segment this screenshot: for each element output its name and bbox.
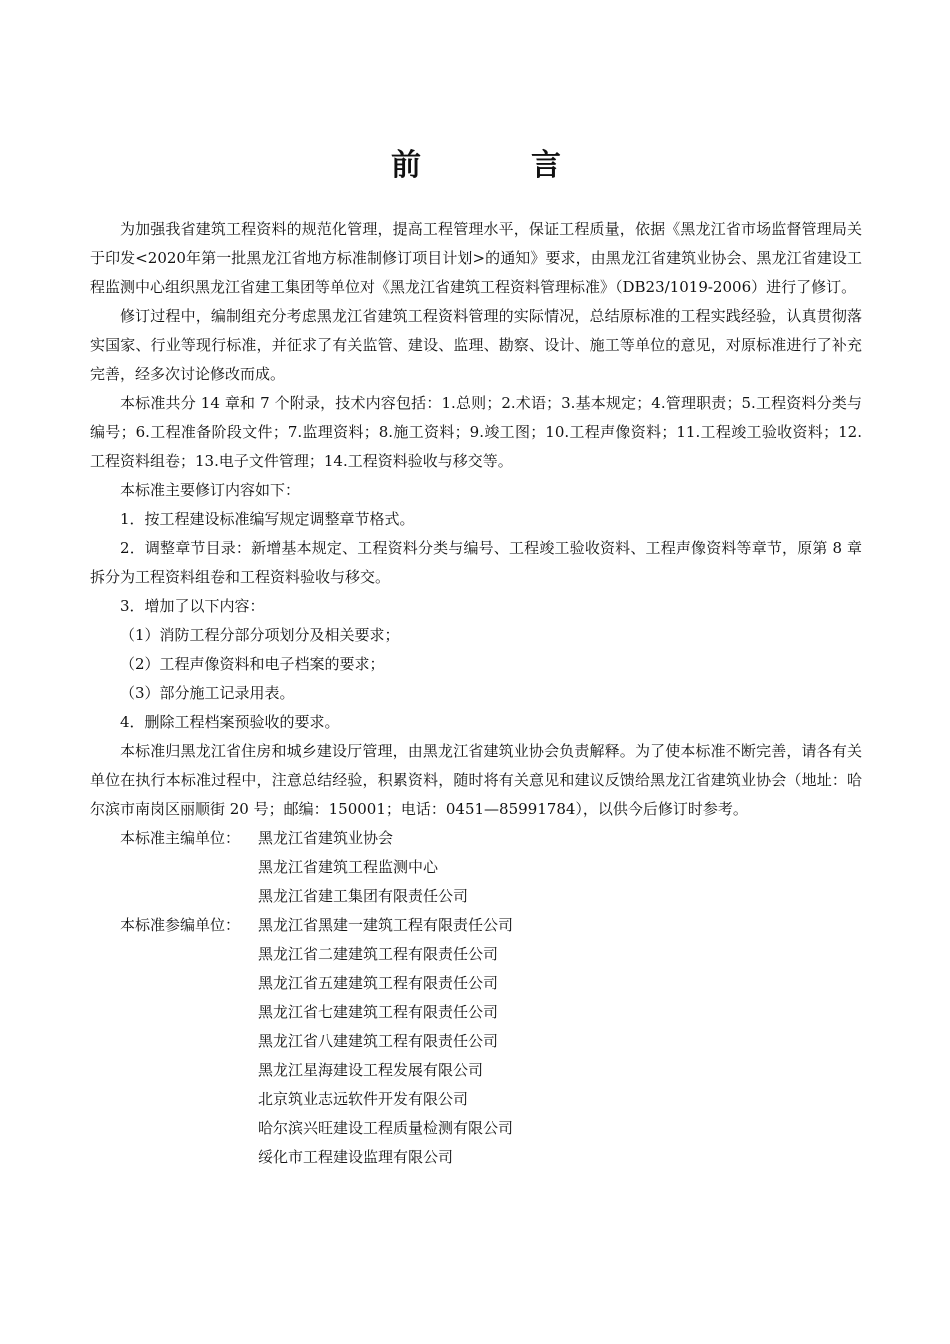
participating-units-label: 本标准参编单位： bbox=[120, 916, 241, 934]
participating-unit: 哈尔滨兴旺建设工程质量检测有限公司 bbox=[258, 1119, 514, 1137]
paragraph-administration: 本标准归黑龙江省住房和城乡建设厅管理，由黑龙江省建筑业协会负责解释。为了使本标准不断完善，请各有关单位在执行本标准过程中，注意总结经验，积累资料，随时将有关意见和建议反馈给黑龙江省建筑业协会（地址：哈尔滨市南岗区丽顺街 20 号；邮编：150001；电话：0451—85991784），以供今后修订时参考。 bbox=[90, 742, 862, 818]
paragraph-revision-process: 修订过程中，编制组充分考虑黑龙江省建筑工程资料管理的实际情况，总结原标准的工程实践经验，认真贯彻落实国家、行业等现行标准，并征求了有关监管、建设、监理、勘察、设计、施工等单位的意见，对原标准进行了补充完善，经多次讨论修改而成。 bbox=[90, 307, 862, 383]
revision-item-2: 2．调整章节目录：新增基本规定、工程资料分类与编号、工程竣工验收资料、工程声像资料等章节，原第 8 章拆分为工程资料组卷和工程资料验收与移交。 bbox=[90, 539, 862, 586]
revision-item-1: 1．按工程建设标准编写规定调整章节格式。 bbox=[120, 510, 415, 528]
chief-units-block bbox=[90, 824, 862, 911]
paragraph-basis: 为加强我省建筑工程资料的规范化管理，提高工程管理水平，保证工程质量，依据《黑龙江省市场监督管理局关于印发<2020年第一批黑龙江省地方标准制修订项目计划>的通知》要求，由黑龙江省建筑业协会、黑龙江省建设工程监测中心组织黑龙江省建工集团等单位对《黑龙江省建筑工程资料管理标准》（DB23/1019-2006）进行了修订。 bbox=[90, 220, 862, 296]
participating-units-block bbox=[90, 911, 862, 1172]
participating-unit: 黑龙江省黑建一建筑工程有限责任公司 bbox=[258, 916, 514, 934]
paragraph-contents: 本标准共分 14 章和 7 个附录，技术内容包括：1.总则；2.术语；3.基本规定；4.管理职责；5.工程资料分类与编号；6.工程准备阶段文件；7.监理资料；8.施工资料；9.竣工图；10.工程声像资料；11.工程竣工验收资料；12.工程资料组卷；13.电子文件管理；14.工程资料验收与移交等。 bbox=[90, 394, 862, 470]
participating-units-list bbox=[258, 911, 862, 1172]
participating-unit: 黑龙江省八建建筑工程有限责任公司 bbox=[258, 1032, 499, 1050]
participating-unit: 绥化市工程建设监理有限公司 bbox=[258, 1148, 454, 1166]
revision-subitem-2: （2）工程声像资料和电子档案的要求； bbox=[120, 655, 385, 673]
revision-item-4: 4．删除工程档案预验收的要求。 bbox=[120, 713, 340, 731]
revision-subitem-3: （3）部分施工记录用表。 bbox=[120, 684, 295, 702]
participating-unit: 黑龙江省五建建筑工程有限责任公司 bbox=[258, 974, 499, 992]
participating-unit: 黑龙江省七建建筑工程有限责任公司 bbox=[258, 1003, 499, 1021]
chief-unit: 黑龙江省建工集团有限责任公司 bbox=[258, 887, 469, 905]
chief-units-list bbox=[258, 824, 862, 911]
chief-unit: 黑龙江省建筑业协会 bbox=[258, 829, 394, 847]
editor-units bbox=[90, 824, 862, 1172]
revision-subitem-1: （1）消防工程分部分项划分及相关要求； bbox=[120, 626, 400, 644]
revision-item-3: 3．增加了以下内容： bbox=[120, 597, 265, 615]
chief-unit: 黑龙江省建筑工程监测中心 bbox=[258, 858, 439, 876]
participating-unit: 黑龙江省二建建筑工程有限责任公司 bbox=[258, 945, 499, 963]
preface-body bbox=[90, 215, 862, 1172]
participating-unit: 黑龙江星海建设工程发展有限公司 bbox=[258, 1061, 484, 1079]
participating-unit: 北京筑业志远软件开发有限公司 bbox=[258, 1090, 469, 1108]
page-title: 前 言 bbox=[391, 148, 601, 183]
chief-units-label: 本标准主编单位： bbox=[120, 829, 241, 847]
paragraph-revisions-intro: 本标准主要修订内容如下： bbox=[120, 481, 301, 499]
